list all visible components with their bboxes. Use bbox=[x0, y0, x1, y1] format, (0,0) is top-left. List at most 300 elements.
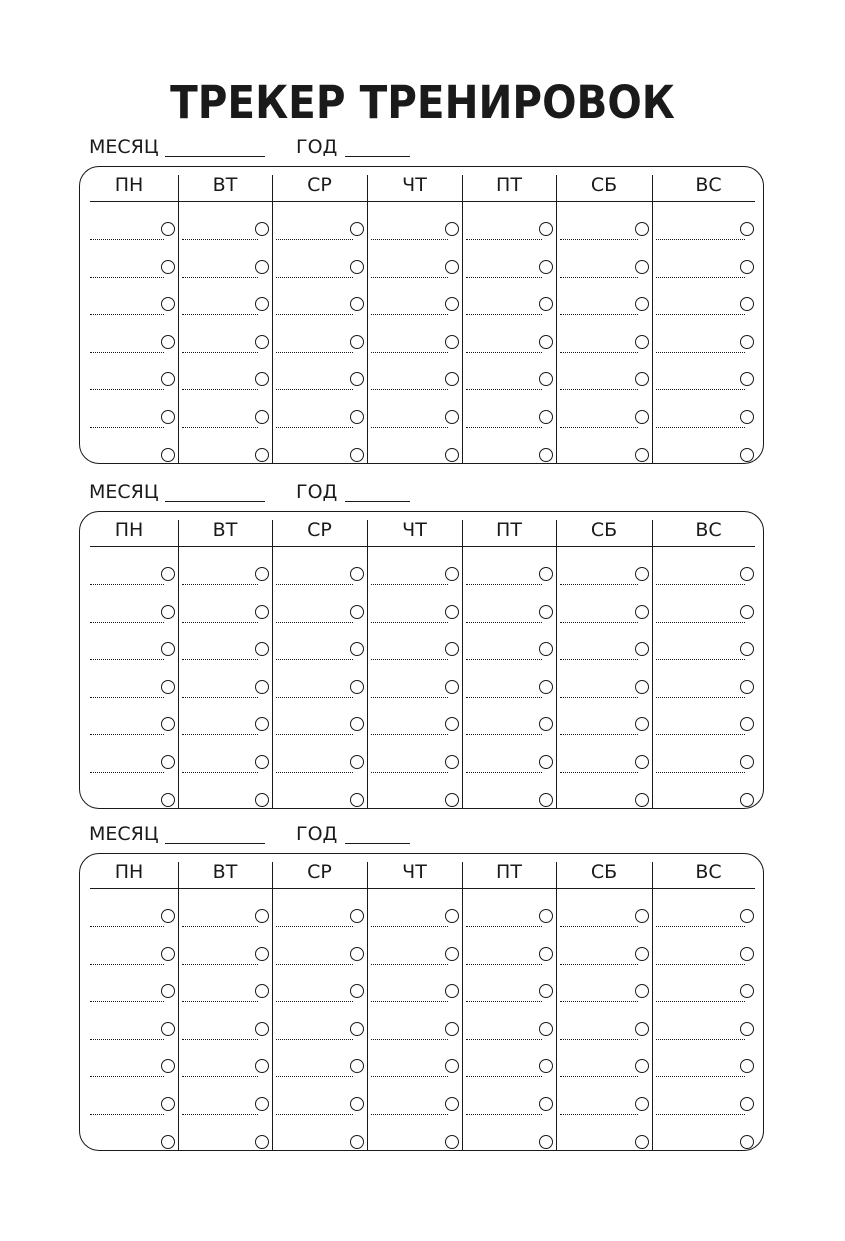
entry-line[interactable] bbox=[371, 314, 448, 315]
year-label: ГОД bbox=[296, 136, 338, 158]
checkbox-circle[interactable] bbox=[740, 410, 754, 424]
entry-line[interactable] bbox=[466, 772, 542, 773]
entry-line[interactable] bbox=[560, 734, 638, 735]
entry-line[interactable] bbox=[560, 352, 638, 353]
day-header: ПН bbox=[114, 519, 144, 541]
entry-line[interactable] bbox=[466, 964, 542, 965]
entry-line[interactable] bbox=[656, 1039, 745, 1040]
entry-line[interactable] bbox=[371, 964, 448, 965]
entry-line[interactable] bbox=[182, 389, 258, 390]
checkbox-circle[interactable] bbox=[350, 1097, 364, 1111]
checkbox-circle[interactable] bbox=[161, 1135, 175, 1149]
entry-line[interactable] bbox=[182, 277, 258, 278]
checkbox-circle[interactable] bbox=[255, 260, 269, 274]
entry-line[interactable] bbox=[276, 622, 353, 623]
checkbox-circle[interactable] bbox=[445, 372, 459, 386]
year-input-line[interactable] bbox=[345, 156, 410, 157]
checkbox-circle[interactable] bbox=[445, 410, 459, 424]
entry-line[interactable] bbox=[371, 389, 448, 390]
checkbox-circle[interactable] bbox=[445, 642, 459, 656]
checkbox-circle[interactable] bbox=[539, 410, 553, 424]
checkbox-circle[interactable] bbox=[255, 567, 269, 581]
entry-line[interactable] bbox=[182, 314, 258, 315]
checkbox-circle[interactable] bbox=[539, 1059, 553, 1073]
entry-line[interactable] bbox=[90, 1001, 164, 1002]
day-header: ПН bbox=[114, 861, 144, 883]
entry-line[interactable] bbox=[466, 734, 542, 735]
checkbox-circle[interactable] bbox=[539, 448, 553, 462]
checkbox-circle[interactable] bbox=[161, 984, 175, 998]
entry-line[interactable] bbox=[276, 772, 353, 773]
entry-line[interactable] bbox=[466, 926, 542, 927]
entry-line[interactable] bbox=[182, 1001, 258, 1002]
checkbox-circle[interactable] bbox=[740, 605, 754, 619]
entry-line[interactable] bbox=[90, 389, 164, 390]
checkbox-circle[interactable] bbox=[635, 755, 649, 769]
entry-line[interactable] bbox=[276, 314, 353, 315]
entry-line[interactable] bbox=[182, 964, 258, 965]
entry-line[interactable] bbox=[276, 926, 353, 927]
entry-line[interactable] bbox=[276, 239, 353, 240]
checkbox-circle[interactable] bbox=[350, 909, 364, 923]
checkbox-circle[interactable] bbox=[539, 680, 553, 694]
checkbox-circle[interactable] bbox=[161, 448, 175, 462]
checkbox-circle[interactable] bbox=[255, 410, 269, 424]
checkbox-circle[interactable] bbox=[350, 1135, 364, 1149]
entry-line[interactable] bbox=[182, 659, 258, 660]
day-header: ПТ bbox=[496, 519, 522, 541]
entry-line[interactable] bbox=[90, 659, 164, 660]
checkbox-circle[interactable] bbox=[445, 1022, 459, 1036]
day-header: ЧТ bbox=[402, 861, 427, 883]
entry-line[interactable] bbox=[371, 772, 448, 773]
checkbox-circle[interactable] bbox=[445, 1059, 459, 1073]
checkbox-circle[interactable] bbox=[350, 260, 364, 274]
entry-line[interactable] bbox=[371, 1076, 448, 1077]
entry-line[interactable] bbox=[182, 1076, 258, 1077]
checkbox-circle[interactable] bbox=[445, 297, 459, 311]
checkbox-circle[interactable] bbox=[539, 260, 553, 274]
checkbox-circle[interactable] bbox=[161, 680, 175, 694]
entry-line[interactable] bbox=[466, 622, 542, 623]
entry-line[interactable] bbox=[466, 1001, 542, 1002]
checkbox-circle[interactable] bbox=[539, 372, 553, 386]
checkbox-circle[interactable] bbox=[350, 642, 364, 656]
month-input-line[interactable] bbox=[165, 843, 265, 844]
checkbox-circle[interactable] bbox=[635, 909, 649, 923]
entry-line[interactable] bbox=[90, 734, 164, 735]
entry-line[interactable] bbox=[656, 926, 745, 927]
entry-line[interactable] bbox=[466, 239, 542, 240]
checkbox-circle[interactable] bbox=[539, 335, 553, 349]
day-header: ВТ bbox=[212, 174, 238, 196]
checkbox-circle[interactable] bbox=[445, 567, 459, 581]
checkbox-circle[interactable] bbox=[740, 372, 754, 386]
entry-line[interactable] bbox=[371, 1039, 448, 1040]
entry-line[interactable] bbox=[276, 964, 353, 965]
entry-line[interactable] bbox=[371, 1001, 448, 1002]
checkbox-circle[interactable] bbox=[635, 567, 649, 581]
checkbox-circle[interactable] bbox=[161, 372, 175, 386]
entry-line[interactable] bbox=[371, 659, 448, 660]
checkbox-circle[interactable] bbox=[635, 642, 649, 656]
checkbox-circle[interactable] bbox=[350, 1059, 364, 1073]
column-divider bbox=[652, 175, 653, 463]
entry-line[interactable] bbox=[560, 659, 638, 660]
entry-line[interactable] bbox=[371, 734, 448, 735]
entry-line[interactable] bbox=[656, 697, 745, 698]
entry-line[interactable] bbox=[466, 427, 542, 428]
header-divider bbox=[90, 201, 755, 202]
entry-line[interactable] bbox=[560, 622, 638, 623]
entry-line[interactable] bbox=[656, 734, 745, 735]
year-input-line[interactable] bbox=[345, 843, 410, 844]
entry-line[interactable] bbox=[371, 427, 448, 428]
checkbox-circle[interactable] bbox=[539, 984, 553, 998]
column-divider bbox=[178, 175, 179, 463]
day-header: ПТ bbox=[496, 174, 522, 196]
entry-line[interactable] bbox=[560, 314, 638, 315]
checkbox-circle[interactable] bbox=[635, 372, 649, 386]
month-input-line[interactable] bbox=[165, 501, 265, 502]
checkbox-circle[interactable] bbox=[161, 567, 175, 581]
checkbox-circle[interactable] bbox=[445, 984, 459, 998]
checkbox-circle[interactable] bbox=[350, 1022, 364, 1036]
checkbox-circle[interactable] bbox=[445, 909, 459, 923]
checkbox-circle[interactable] bbox=[161, 1059, 175, 1073]
checkbox-circle[interactable] bbox=[255, 680, 269, 694]
checkbox-circle[interactable] bbox=[740, 984, 754, 998]
entry-line[interactable] bbox=[276, 277, 353, 278]
checkbox-circle[interactable] bbox=[539, 909, 553, 923]
checkbox-circle[interactable] bbox=[539, 222, 553, 236]
entry-line[interactable] bbox=[90, 239, 164, 240]
entry-line[interactable] bbox=[90, 772, 164, 773]
checkbox-circle[interactable] bbox=[539, 755, 553, 769]
entry-line[interactable] bbox=[276, 659, 353, 660]
checkbox-circle[interactable] bbox=[635, 947, 649, 961]
checkbox-circle[interactable] bbox=[161, 605, 175, 619]
checkbox-circle[interactable] bbox=[445, 222, 459, 236]
checkbox-circle[interactable] bbox=[161, 297, 175, 311]
entry-line[interactable] bbox=[656, 964, 745, 965]
entry-line[interactable] bbox=[656, 659, 745, 660]
checkbox-circle[interactable] bbox=[740, 297, 754, 311]
checkbox-circle[interactable] bbox=[539, 1097, 553, 1111]
checkbox-circle[interactable] bbox=[635, 260, 649, 274]
entry-line[interactable] bbox=[276, 584, 353, 585]
entry-line[interactable] bbox=[182, 239, 258, 240]
day-header: СБ bbox=[590, 174, 618, 196]
entry-line[interactable] bbox=[90, 277, 164, 278]
checkbox-circle[interactable] bbox=[161, 755, 175, 769]
entry-line[interactable] bbox=[371, 584, 448, 585]
checkbox-circle[interactable] bbox=[350, 680, 364, 694]
entry-line[interactable] bbox=[560, 1114, 638, 1115]
checkbox-circle[interactable] bbox=[635, 984, 649, 998]
entry-line[interactable] bbox=[276, 697, 353, 698]
checkbox-circle[interactable] bbox=[350, 567, 364, 581]
entry-line[interactable] bbox=[466, 1114, 542, 1115]
entry-line[interactable] bbox=[656, 352, 745, 353]
checkbox-circle[interactable] bbox=[445, 605, 459, 619]
checkbox-circle[interactable] bbox=[635, 297, 649, 311]
checkbox-circle[interactable] bbox=[539, 1022, 553, 1036]
entry-line[interactable] bbox=[656, 1076, 745, 1077]
entry-line[interactable] bbox=[276, 1001, 353, 1002]
entry-line[interactable] bbox=[560, 697, 638, 698]
month-label: МЕСЯЦ bbox=[89, 481, 159, 503]
checkbox-circle[interactable] bbox=[635, 1059, 649, 1073]
entry-line[interactable] bbox=[182, 584, 258, 585]
entry-line[interactable] bbox=[466, 697, 542, 698]
entry-line[interactable] bbox=[656, 1001, 745, 1002]
checkbox-circle[interactable] bbox=[539, 947, 553, 961]
checkbox-circle[interactable] bbox=[740, 642, 754, 656]
checkbox-circle[interactable] bbox=[740, 222, 754, 236]
column-divider bbox=[272, 862, 273, 1150]
entry-line[interactable] bbox=[90, 926, 164, 927]
checkbox-circle[interactable] bbox=[635, 605, 649, 619]
entry-line[interactable] bbox=[466, 1076, 542, 1077]
checkbox-circle[interactable] bbox=[161, 947, 175, 961]
column-divider bbox=[367, 175, 368, 463]
checkbox-circle[interactable] bbox=[635, 680, 649, 694]
entry-line[interactable] bbox=[560, 1039, 638, 1040]
entry-line[interactable] bbox=[560, 926, 638, 927]
checkbox-circle[interactable] bbox=[740, 755, 754, 769]
checkbox-circle[interactable] bbox=[255, 755, 269, 769]
checkbox-circle[interactable] bbox=[255, 793, 269, 807]
checkbox-circle[interactable] bbox=[255, 1135, 269, 1149]
checkbox-circle[interactable] bbox=[255, 372, 269, 386]
entry-line[interactable] bbox=[560, 427, 638, 428]
entry-line[interactable] bbox=[276, 734, 353, 735]
entry-line[interactable] bbox=[276, 1039, 353, 1040]
checkbox-circle[interactable] bbox=[740, 717, 754, 731]
entry-line[interactable] bbox=[371, 277, 448, 278]
entry-line[interactable] bbox=[90, 427, 164, 428]
year-input-line[interactable] bbox=[345, 501, 410, 502]
entry-line[interactable] bbox=[656, 584, 745, 585]
column-divider bbox=[556, 175, 557, 463]
entry-line[interactable] bbox=[276, 1114, 353, 1115]
entry-line[interactable] bbox=[466, 314, 542, 315]
entry-line[interactable] bbox=[466, 277, 542, 278]
checkbox-circle[interactable] bbox=[255, 717, 269, 731]
entry-line[interactable] bbox=[90, 1114, 164, 1115]
entry-line[interactable] bbox=[276, 352, 353, 353]
entry-line[interactable] bbox=[656, 239, 745, 240]
entry-line[interactable] bbox=[276, 427, 353, 428]
checkbox-circle[interactable] bbox=[539, 642, 553, 656]
checkbox-circle[interactable] bbox=[635, 222, 649, 236]
checkbox-circle[interactable] bbox=[445, 448, 459, 462]
checkbox-circle[interactable] bbox=[635, 448, 649, 462]
entry-line[interactable] bbox=[656, 427, 745, 428]
checkbox-circle[interactable] bbox=[445, 947, 459, 961]
checkbox-circle[interactable] bbox=[350, 605, 364, 619]
checkbox-circle[interactable] bbox=[350, 297, 364, 311]
checkbox-circle[interactable] bbox=[255, 297, 269, 311]
checkbox-circle[interactable] bbox=[161, 410, 175, 424]
entry-line[interactable] bbox=[560, 1076, 638, 1077]
checkbox-circle[interactable] bbox=[161, 222, 175, 236]
entry-line[interactable] bbox=[371, 926, 448, 927]
checkbox-circle[interactable] bbox=[740, 793, 754, 807]
checkbox-circle[interactable] bbox=[255, 642, 269, 656]
entry-line[interactable] bbox=[560, 239, 638, 240]
checkbox-circle[interactable] bbox=[255, 909, 269, 923]
checkbox-circle[interactable] bbox=[350, 410, 364, 424]
entry-line[interactable] bbox=[656, 772, 745, 773]
entry-line[interactable] bbox=[560, 584, 638, 585]
checkbox-circle[interactable] bbox=[635, 1135, 649, 1149]
header-divider bbox=[90, 888, 755, 889]
entry-line[interactable] bbox=[182, 734, 258, 735]
checkbox-circle[interactable] bbox=[350, 717, 364, 731]
checkbox-circle[interactable] bbox=[255, 1022, 269, 1036]
checkbox-circle[interactable] bbox=[740, 567, 754, 581]
checkbox-circle[interactable] bbox=[539, 1135, 553, 1149]
day-header: СР bbox=[307, 861, 332, 883]
checkbox-circle[interactable] bbox=[350, 222, 364, 236]
checkbox-circle[interactable] bbox=[740, 260, 754, 274]
entry-line[interactable] bbox=[466, 1039, 542, 1040]
entry-line[interactable] bbox=[656, 314, 745, 315]
entry-line[interactable] bbox=[466, 352, 542, 353]
entry-line[interactable] bbox=[466, 584, 542, 585]
checkbox-circle[interactable] bbox=[445, 793, 459, 807]
checkbox-circle[interactable] bbox=[740, 909, 754, 923]
checkbox-circle[interactable] bbox=[740, 1059, 754, 1073]
entry-line[interactable] bbox=[560, 277, 638, 278]
checkbox-circle[interactable] bbox=[255, 605, 269, 619]
entry-line[interactable] bbox=[90, 964, 164, 965]
entry-line[interactable] bbox=[466, 389, 542, 390]
entry-line[interactable] bbox=[182, 427, 258, 428]
checkbox-circle[interactable] bbox=[740, 1097, 754, 1111]
entry-line[interactable] bbox=[90, 1076, 164, 1077]
entry-line[interactable] bbox=[371, 697, 448, 698]
checkbox-circle[interactable] bbox=[161, 1022, 175, 1036]
checkbox-circle[interactable] bbox=[161, 260, 175, 274]
checkbox-circle[interactable] bbox=[445, 717, 459, 731]
checkbox-circle[interactable] bbox=[445, 1097, 459, 1111]
entry-line[interactable] bbox=[90, 352, 164, 353]
checkbox-circle[interactable] bbox=[350, 448, 364, 462]
checkbox-circle[interactable] bbox=[255, 947, 269, 961]
entry-line[interactable] bbox=[182, 772, 258, 773]
checkbox-circle[interactable] bbox=[445, 1135, 459, 1149]
entry-line[interactable] bbox=[182, 1114, 258, 1115]
checkbox-circle[interactable] bbox=[350, 335, 364, 349]
checkbox-circle[interactable] bbox=[445, 680, 459, 694]
checkbox-circle[interactable] bbox=[740, 335, 754, 349]
checkbox-circle[interactable] bbox=[740, 947, 754, 961]
checkbox-circle[interactable] bbox=[350, 984, 364, 998]
entry-line[interactable] bbox=[656, 622, 745, 623]
entry-line[interactable] bbox=[656, 277, 745, 278]
checkbox-circle[interactable] bbox=[635, 1022, 649, 1036]
checkbox-circle[interactable] bbox=[255, 222, 269, 236]
entry-line[interactable] bbox=[560, 1001, 638, 1002]
checkbox-circle[interactable] bbox=[161, 717, 175, 731]
checkbox-circle[interactable] bbox=[740, 680, 754, 694]
checkbox-circle[interactable] bbox=[635, 335, 649, 349]
checkbox-circle[interactable] bbox=[445, 335, 459, 349]
checkbox-circle[interactable] bbox=[161, 909, 175, 923]
entry-line[interactable] bbox=[466, 659, 542, 660]
entry-line[interactable] bbox=[90, 314, 164, 315]
entry-line[interactable] bbox=[371, 622, 448, 623]
checkbox-circle[interactable] bbox=[635, 1097, 649, 1111]
entry-line[interactable] bbox=[182, 622, 258, 623]
checkbox-circle[interactable] bbox=[161, 642, 175, 656]
checkbox-circle[interactable] bbox=[161, 793, 175, 807]
entry-line[interactable] bbox=[656, 1114, 745, 1115]
entry-line[interactable] bbox=[182, 697, 258, 698]
entry-line[interactable] bbox=[90, 1039, 164, 1040]
checkbox-circle[interactable] bbox=[740, 448, 754, 462]
entry-line[interactable] bbox=[90, 584, 164, 585]
checkbox-circle[interactable] bbox=[350, 947, 364, 961]
checkbox-circle[interactable] bbox=[740, 1022, 754, 1036]
day-header: ПТ bbox=[496, 861, 522, 883]
entry-line[interactable] bbox=[371, 352, 448, 353]
entry-line[interactable] bbox=[276, 389, 353, 390]
checkbox-circle[interactable] bbox=[635, 717, 649, 731]
month-input-line[interactable] bbox=[165, 156, 265, 157]
checkbox-circle[interactable] bbox=[350, 793, 364, 807]
entry-line[interactable] bbox=[90, 697, 164, 698]
checkbox-circle[interactable] bbox=[350, 755, 364, 769]
checkbox-circle[interactable] bbox=[161, 1097, 175, 1111]
entry-line[interactable] bbox=[656, 389, 745, 390]
entry-line[interactable] bbox=[182, 926, 258, 927]
entry-line[interactable] bbox=[182, 1039, 258, 1040]
checkbox-circle[interactable] bbox=[255, 1097, 269, 1111]
entry-line[interactable] bbox=[560, 389, 638, 390]
checkbox-circle[interactable] bbox=[539, 793, 553, 807]
checkbox-circle[interactable] bbox=[445, 260, 459, 274]
checkbox-circle[interactable] bbox=[635, 410, 649, 424]
checkbox-circle[interactable] bbox=[635, 793, 649, 807]
column-divider bbox=[178, 520, 179, 808]
checkbox-circle[interactable] bbox=[255, 984, 269, 998]
entry-line[interactable] bbox=[90, 622, 164, 623]
checkbox-circle[interactable] bbox=[255, 335, 269, 349]
checkbox-circle[interactable] bbox=[445, 755, 459, 769]
checkbox-circle[interactable] bbox=[539, 297, 553, 311]
entry-line[interactable] bbox=[182, 352, 258, 353]
checkbox-circle[interactable] bbox=[539, 567, 553, 581]
entry-line[interactable] bbox=[371, 1114, 448, 1115]
entry-line[interactable] bbox=[560, 964, 638, 965]
day-header: ВС bbox=[695, 519, 722, 541]
checkbox-circle[interactable] bbox=[255, 448, 269, 462]
checkbox-circle[interactable] bbox=[740, 1135, 754, 1149]
checkbox-circle[interactable] bbox=[255, 1059, 269, 1073]
entry-line[interactable] bbox=[371, 239, 448, 240]
checkbox-circle[interactable] bbox=[539, 605, 553, 619]
checkbox-circle[interactable] bbox=[539, 717, 553, 731]
entry-line[interactable] bbox=[276, 1076, 353, 1077]
entry-line[interactable] bbox=[560, 772, 638, 773]
day-header: СР bbox=[307, 519, 332, 541]
checkbox-circle[interactable] bbox=[161, 335, 175, 349]
checkbox-circle[interactable] bbox=[350, 372, 364, 386]
